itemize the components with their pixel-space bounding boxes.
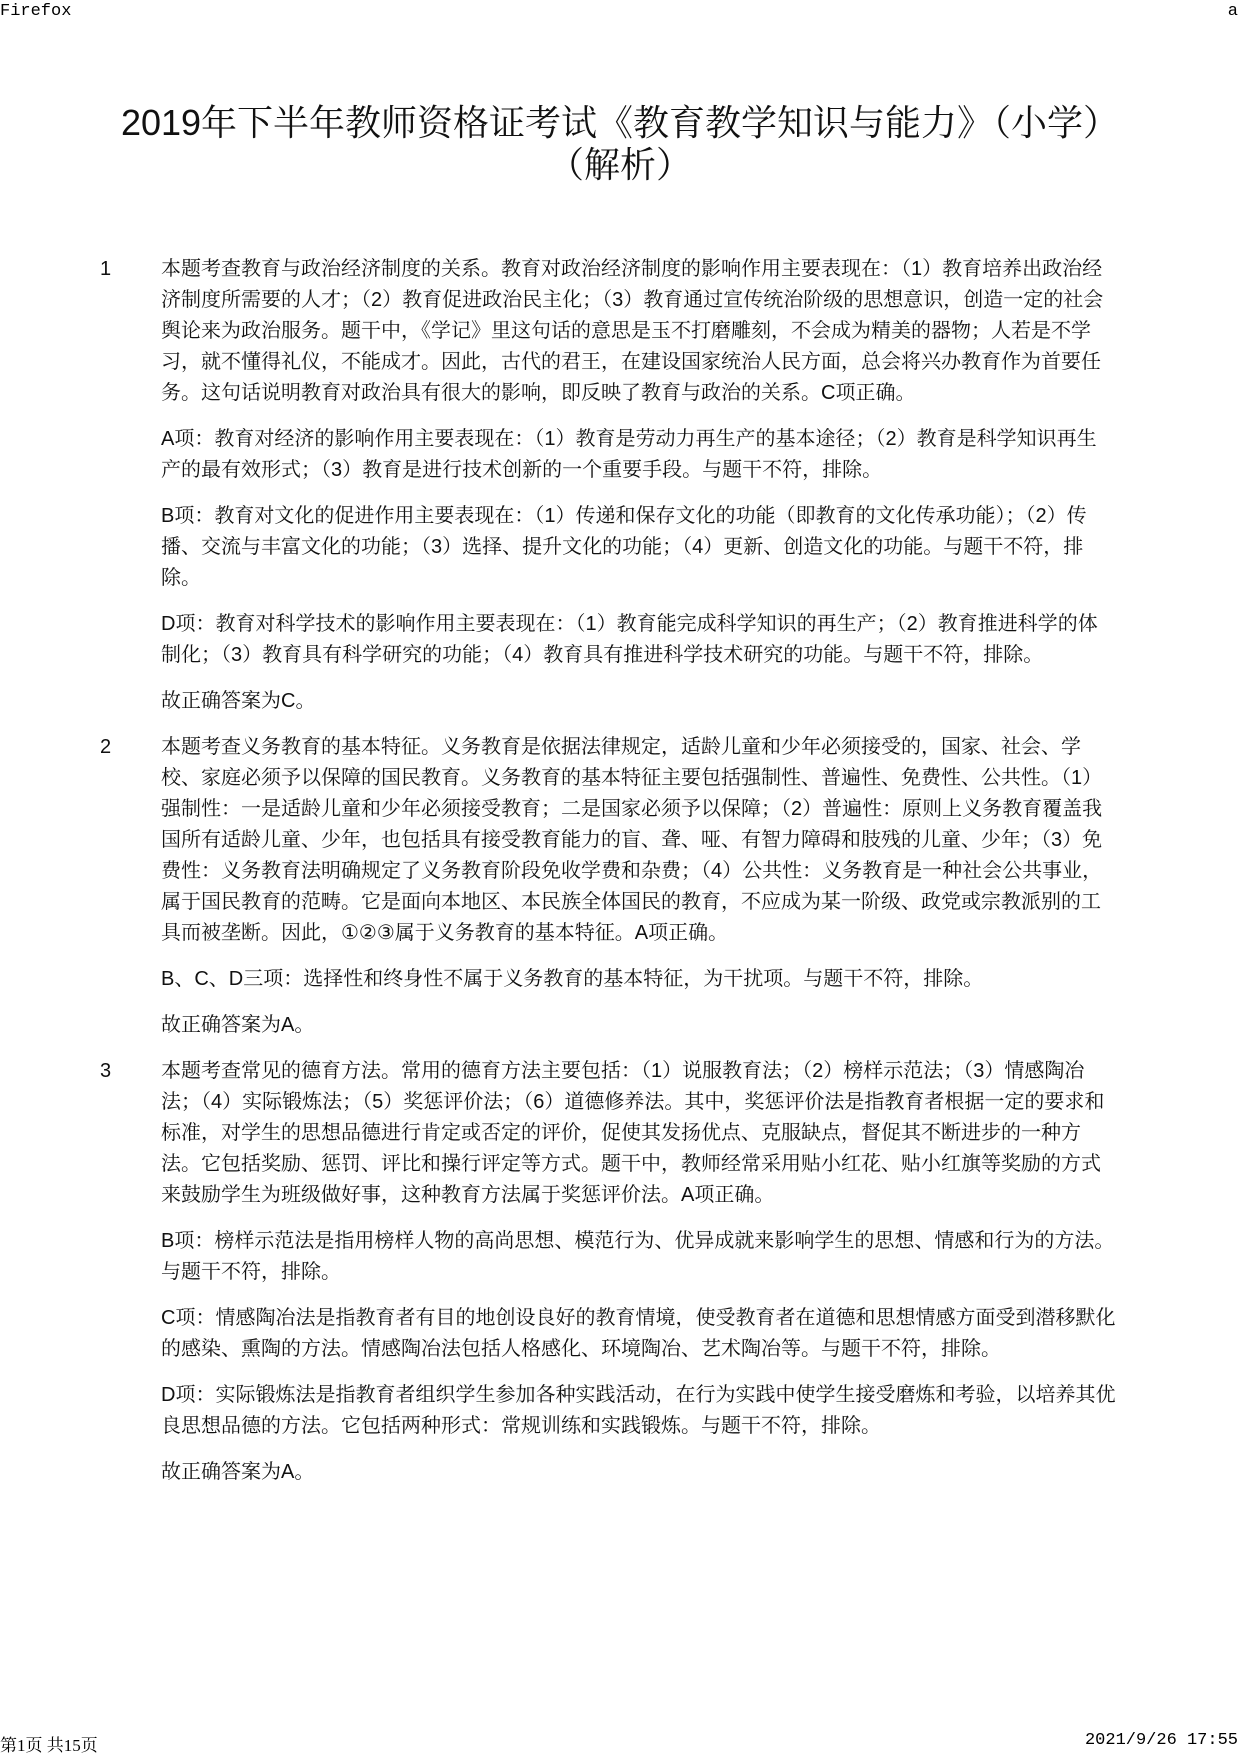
- question-analysis: 本题考查常见的德育方法。常用的德育方法主要包括：（1）说服教育法；（2）榜样示范法；（3）情感陶冶法；（4）实际锻炼法；（5）奖惩评价法；（6）道德修养法。其中，奖惩评价法是指教育者根据一定的要求和标准，对学生的思想品德进行肯定或否定的评价，促使其发扬优点、克服缺点，督促其不断进步的一种方法。它包括奖励、惩罚、评比和操行评定等方式。题干中，教师经常采用贴小红花、贴小红旗等奖励的方式来鼓励学生为班级做好事，这种教育方法属于奖惩评价法。A项正确。: [161, 1060, 1105, 1206]
- question-number: 1: [100, 258, 112, 280]
- option-a-explanation: A项：教育对经济的影响作用主要表现在：（1）教育是劳动力再生产的基本途径；（2）教育是科学知识再生产的最有效形式；（3）教育是进行技术创新的一个重要手段。与题干不符，排除。: [161, 428, 1097, 481]
- question-3: [0, 1056, 1116, 1488]
- print-header-browser-name: Firefox: [0, 2, 72, 21]
- correct-answer: 故正确答案为C。: [161, 690, 316, 712]
- correct-answer: 故正确答案为A。: [161, 1014, 315, 1036]
- print-header-right-text: a: [1227, 2, 1238, 21]
- option-b-explanation: B项：教育对文化的促进作用主要表现在：（1）传递和保存文化的功能（即教育的文化传承功能）；（2）传播、交流与丰富文化的功能；（3）选择、提升文化的功能；（4）更新、创造文化的功能。与题干不符，排除。: [161, 505, 1087, 589]
- print-datetime: 2021/9/26 17:55: [1084, 1731, 1238, 1750]
- page-number-info: 第1页 共15页: [0, 1736, 98, 1755]
- question-analysis: 本题考查教育与政治经济制度的关系。教育对政治经济制度的影响作用主要表现在：（1）教育培养出政治经济制度所需要的人才；（2）教育促进政治民主化；（3）教育通过宣传统治阶级的思想意识，创造一定的社会舆论来为政治服务。题干中，《学记》里这句话的意思是玉不打磨雕刻，不会成为精美的器物；人若是不学习，就不懂得礼仪，不能成才。因此，古代的君王，在建设国家统治人民方面，总会将兴办教育作为首要任务。这句话说明教育对政治具有很大的影响，即反映了教育与政治的关系。C项正确。: [161, 258, 1104, 404]
- option-d-explanation: D项：实际锻炼法是指教育者组织学生参加各种实践活动，在行为实践中使学生接受磨炼和考验，以培养其优良思想品德的方法。它包括两种形式：常规训练和实践锻炼。与题干不符，排除。: [161, 1384, 1116, 1437]
- option-b-explanation: B项：榜样示范法是指用榜样人物的高尚思想、模范行为、优异成就来影响学生的思想、情感和行为的方法。与题干不符，排除。: [161, 1230, 1115, 1283]
- option-d-explanation: D项：教育对科学技术的影响作用主要表现在：（1）教育能完成科学知识的再生产；（2）教育推进科学的体制化；（3）教育具有科学研究的功能；（4）教育具有推进科学技术研究的功能。与题干不符，排除。: [161, 613, 1098, 666]
- question-1: [0, 254, 1116, 717]
- option-c-explanation: C项：情感陶冶法是指教育者有目的地创设良好的教育情境，使受教育者在道德和思想情感方面受到潜移默化的感染、熏陶的方法。情感陶冶法包括人格感化、环境陶冶、艺术陶冶等。与题干不符，排除。: [161, 1307, 1116, 1360]
- document-title: 2019年下半年教师资格证考试《教育教学知识与能力》（小学）（解析）: [120, 102, 1120, 185]
- question-number: 2: [100, 736, 112, 758]
- question-analysis: 本题考查义务教育的基本特征。义务教育是依据法律规定，适龄儿童和少年必须接受的，国家、社会、学校、家庭必须予以保障的国民教育。义务教育的基本特征主要包括强制性、普遍性、免费性、公共性。（1）强制性：一是适龄儿童和少年必须接受教育；二是国家必须予以保障；（2）普遍性：原则上义务教育覆盖我国所有适龄儿童、少年，也包括具有接受教育能力的盲、聋、哑、有智力障碍和肢残的儿童、少年；（3）免费性：义务教育法明确规定了义务教育阶段免收学费和杂费；（4）公共性：义务教育是一种社会公共事业，属于国民教育的范畴。它是面向本地区、本民族全体国民的教育，不应成为某一阶级、政党或宗教派别的工具而被垄断。因此，①②③属于义务教育的基本特征。A项正确。: [161, 736, 1103, 944]
- correct-answer: 故正确答案为A。: [161, 1461, 315, 1483]
- question-2: [0, 732, 1116, 1041]
- option-bcd-explanation: B、C、D三项：选择性和终身性不属于义务教育的基本特征，为干扰项。与题干不符，排除。: [161, 968, 984, 990]
- question-number: 3: [100, 1060, 112, 1082]
- question-list: [0, 254, 1240, 1503]
